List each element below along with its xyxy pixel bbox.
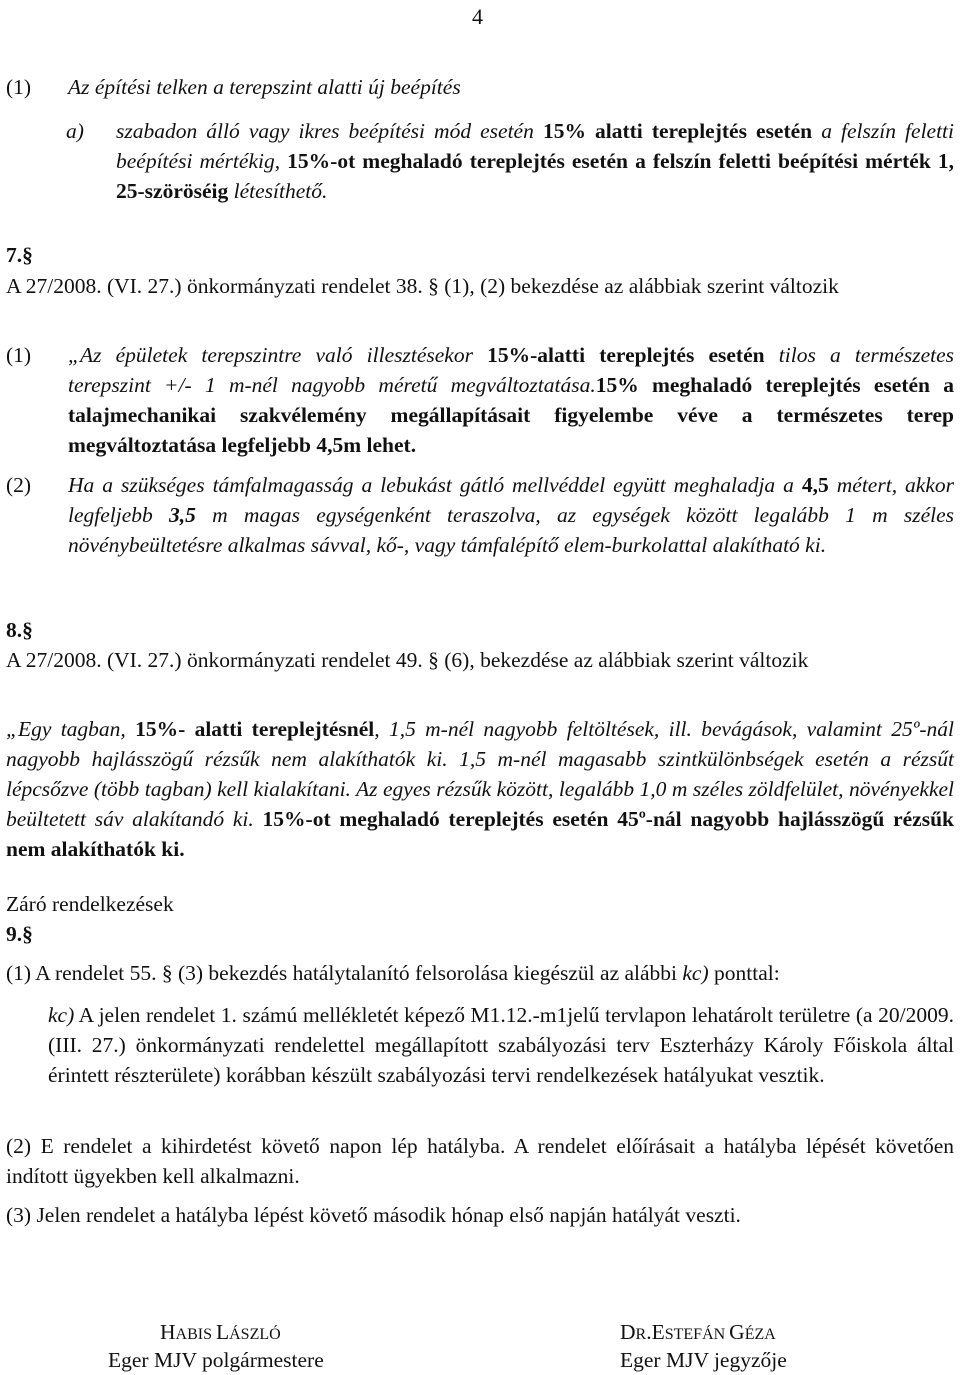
text-run: , 1,5 m-nél nagyobb feltöltések, ill. bevágások, valamint 25º-nál nagyobb hajlásszögű rézsűk nem alakíthatók ki. 1,5 m-nél magasabb szintkülönbségek esetén a rézsűt lépcsőzve (több tagban) kell kialakítani. Az egyes rézsűk között, legalább 1,0 m széles zöldfelület, növényekkel beültetett sáv alakítandó ki. bbox=[6, 717, 954, 831]
text-run: a felszín feletti beépítési mértékig, bbox=[116, 119, 955, 173]
section-8-number bbox=[6, 615, 954, 645]
text-run-bold: 15%-alatti tereplejtés esetén bbox=[487, 343, 765, 367]
paragraph-text bbox=[68, 340, 954, 460]
subpoint-label: kc) bbox=[48, 1003, 75, 1027]
name-part: STEFÁN bbox=[664, 1326, 730, 1343]
section-7-paragraph-2 bbox=[6, 470, 954, 595]
text-run: „Egy tagban, bbox=[6, 717, 136, 741]
subpoint-text bbox=[116, 116, 954, 206]
text-run-bold: 15%-ot meghaladó tereplejtés esetén a felszín feletti beépítési mérték 1, 25-szöröséig bbox=[116, 149, 954, 203]
section-7-number bbox=[6, 240, 954, 270]
text-run-bold: 4,5 bbox=[801, 473, 829, 497]
section-8-text bbox=[6, 714, 954, 864]
text-run: ponttal: bbox=[708, 961, 780, 985]
text-run: szabadon álló vagy ikres beépítési mód esetén bbox=[116, 119, 543, 143]
text-run: m magas egységenként teraszolva, az egységek között legalább 1 m széles növénybeültetésre alkalmas sávval, kő-, vagy támfalépítő elem-burkolattal alakítható ki. bbox=[68, 503, 954, 557]
section-8-intro: A 27/2008. (VI. 27.) önkormányzati rendelet 49. § (6), bekezdése az alábbiak szerint változik bbox=[6, 648, 809, 672]
section-9-number bbox=[6, 919, 954, 949]
name-part: ABIS bbox=[175, 1326, 216, 1343]
text-run: Ha a szükséges támfalmagasság a lebukást gátló mellvéddel együtt meghaladja a bbox=[68, 473, 802, 497]
text-run: A jelen rendelet 1. számú mellékletét képező M1.12.-m1jelű tervlapon lehatárolt területre (a 20/2009. (III. 27.) önkormányzati rendelettel megállapított szabályozási terv Eszterházy Károly Főiskola által érintett részterülete) korábban készült szabályozási tervi rendelkezések hatályukat vesztik. bbox=[48, 1003, 954, 1087]
name-part: .E bbox=[646, 1320, 665, 1344]
signature-right-title: Eger MJV jegyzője bbox=[620, 1348, 787, 1372]
paragraph-label: (1) bbox=[6, 75, 32, 99]
text-run-bold: 15% meghaladó tereplejtés esetén a talajmechanikai szakvélemény megállapításait figyelembe véve a természetes terep megváltoztatása legfeljebb 4,5m lehet. bbox=[68, 373, 954, 457]
paragraph-label: (1) bbox=[6, 343, 32, 367]
text-run: tilos a természetes terepszint +/- 1 m-nél nagyobb méretű megváltoztatása. bbox=[68, 343, 955, 397]
section-number: 8. bbox=[6, 618, 23, 642]
name-part: G bbox=[729, 1320, 745, 1344]
section-number: 7. bbox=[6, 243, 23, 267]
text-run: létesíthető. bbox=[228, 179, 328, 203]
name-part: ÉZA bbox=[744, 1326, 776, 1343]
text-run: métert, akkor legfeljebb bbox=[68, 473, 954, 527]
signature-left-title: Eger MJV polgármestere bbox=[108, 1348, 324, 1372]
text-run-bold: 15%- alatti tereplejtésnél bbox=[135, 717, 375, 741]
section-sign: § bbox=[22, 243, 33, 267]
subpoint-label: a) bbox=[66, 119, 84, 143]
closing-heading: Záró rendelkezések bbox=[6, 892, 174, 916]
page-number: 4 bbox=[472, 4, 483, 29]
name-part: H bbox=[160, 1320, 176, 1344]
name-part: R bbox=[635, 1326, 647, 1343]
section-sign: § bbox=[22, 922, 33, 946]
text-run-bold: 3,5 bbox=[169, 503, 196, 527]
name-part: ÁSZLÓ bbox=[229, 1326, 281, 1343]
subpoint-kc bbox=[48, 1000, 954, 1120]
paragraph-label: (2) bbox=[6, 473, 32, 497]
text-run-bold: 15%-ot meghaladó tereplejtés esetén 45º-nál nagyobb hajlásszögű rézsűk nem alakíthatók ki. bbox=[6, 807, 955, 861]
section-sign: § bbox=[22, 618, 33, 642]
section-number: 9. bbox=[6, 922, 23, 946]
section-7-paragraph-1 bbox=[6, 340, 954, 465]
section-9-paragraph-1 bbox=[6, 958, 954, 988]
text-run-italic: kc) bbox=[682, 961, 709, 985]
subpoint-text bbox=[48, 1000, 954, 1090]
text-run-bold: 15% alatti tereplejtés esetén bbox=[542, 119, 813, 143]
text-run: (1) A rendelet 55. § (3) bekezdés hatálytalanító felsorolása kiegészül az alábbi bbox=[6, 961, 683, 985]
section-7-intro: A 27/2008. (VI. 27.) önkormányzati rendelet 38. § (1), (2) bekezdése az alábbiak szerint változik bbox=[6, 274, 839, 298]
name-part: L bbox=[215, 1320, 230, 1344]
text-run: „Az épületek terepszintre való illesztésekor bbox=[68, 343, 488, 367]
paragraph-text bbox=[68, 470, 954, 560]
name-part: D bbox=[620, 1320, 636, 1344]
section-9-paragraph-3: (3) Jelen rendelet a hatályba lépést követő második hónap első napján hatályát veszti. bbox=[6, 1203, 741, 1227]
subpoint-a bbox=[66, 116, 954, 211]
paragraph-heading: Az építési telken a terepszint alatti új beépítés bbox=[68, 75, 461, 99]
section-9-paragraph-2: (2) E rendelet a kihirdetést követő napon lép hatályba. A rendelet előírásait a hatályba lépését követően indított ügyekben kell alkalmazni. bbox=[6, 1134, 954, 1188]
